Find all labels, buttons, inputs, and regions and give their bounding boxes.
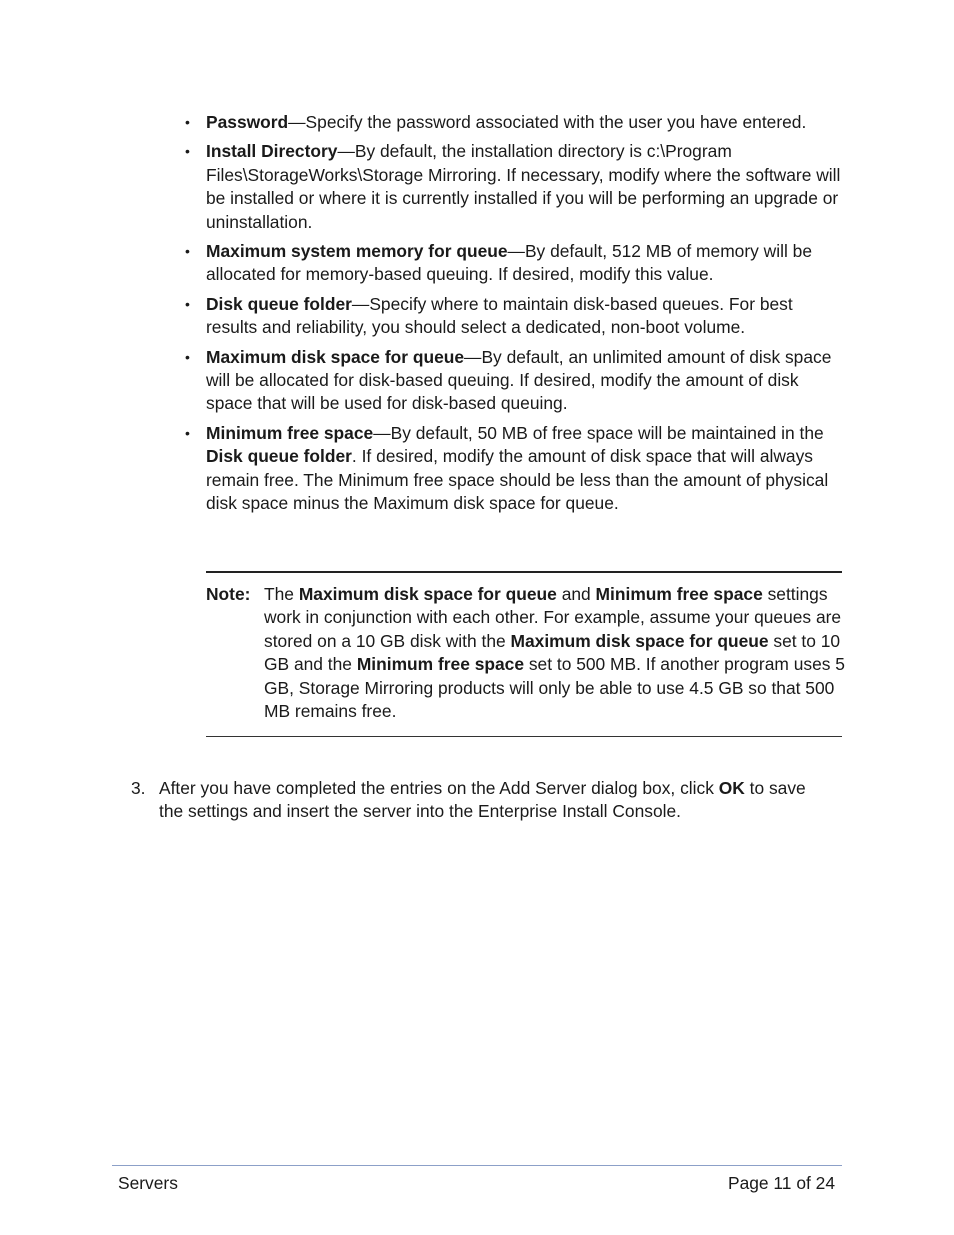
- step-text-part: After you have completed the entries on the Add Server dialog box, click: [159, 778, 719, 798]
- bullet-icon: •: [185, 143, 190, 160]
- bullet-icon: •: [185, 295, 190, 312]
- note-block: [206, 583, 846, 723]
- item-text: —By default, the installation directory is c:\Program Files\StorageWorks\Storage Mirroring. If necessary, modify where the software will be installed or where it is currently installed if you will be performing an upgrade or uninstallation.: [206, 141, 841, 232]
- item-text: —By default, 512 MB of memory will be allocated for memory-based queuing. If desired, modify this value.: [206, 241, 813, 285]
- list-item: [185, 140, 846, 234]
- bullet-icon: •: [185, 114, 190, 130]
- bullet-list: [185, 111, 846, 522]
- item-text: . If desired, modify the amount of disk space that will always remain free. The Minimum free space should be less than the amount of physical disk space minus the Maximum disk space for queue.: [206, 446, 829, 514]
- footer-page-number: Page 11 of 24: [727, 1173, 835, 1193]
- note-text: set to 10 GB and the: [264, 630, 841, 675]
- item-term: Install Directory: [206, 141, 338, 162]
- note-text: set to 500 MB. If another program uses 5 GB, Storage Mirroring products will only be able to use 4.5 GB so that 500 MB remains free.: [264, 654, 845, 722]
- item-text: —Specify where to maintain disk-based queues. For best results and reliability, you should select a dedicated, non-boot volume.: [206, 293, 793, 338]
- item-term-inline: Disk queue folder: [206, 446, 352, 467]
- list-item: [185, 346, 846, 416]
- bullet-icon: •: [185, 243, 190, 260]
- note-term: Minimum free space: [595, 584, 763, 604]
- item-text: —Specify the password associated with the user you have entered.: [288, 112, 807, 132]
- note-text: The: [264, 584, 299, 604]
- step-term: OK: [718, 778, 745, 798]
- bullet-icon: •: [185, 348, 190, 365]
- bullet-icon: •: [185, 424, 190, 441]
- item-term: Password: [206, 112, 289, 132]
- item-term: Minimum free space: [206, 422, 374, 443]
- note-text: and: [556, 584, 596, 604]
- list-item: [185, 240, 846, 287]
- item-text: —By default, an unlimited amount of disk space will be allocated for disk-based queuing. If desired, modify the amount of disk space that will be used for disk-based queuing.: [206, 346, 832, 414]
- note-label: Note:: [206, 584, 251, 604]
- step-3: [131, 777, 831, 824]
- footer-rule: [112, 1165, 842, 1166]
- note-term: Maximum disk space for queue: [510, 630, 769, 651]
- note-bottom-rule: [206, 736, 842, 737]
- item-term: Disk queue folder: [206, 293, 352, 314]
- list-item: [185, 422, 846, 516]
- list-item: [185, 111, 846, 134]
- note-top-rule: [206, 571, 842, 573]
- item-text: —By default, 50 MB of free space will be maintained in the: [373, 422, 824, 443]
- note-text: settings work in conjunction with each other. For example, assume your queues are stored on a 10 GB disk with the: [264, 584, 842, 651]
- list-item: [185, 293, 846, 340]
- footer-section-name: Servers: [118, 1173, 178, 1193]
- item-term: Maximum system memory for queue: [206, 241, 508, 262]
- step-number: 3.: [131, 778, 146, 798]
- item-term: Maximum disk space for queue: [206, 346, 465, 367]
- note-body: [264, 583, 846, 723]
- step-text-part: to save the settings and insert the server into the Enterprise Install Console.: [159, 778, 806, 822]
- note-term: Maximum disk space for queue: [298, 584, 557, 604]
- note-term: Minimum free space: [356, 654, 525, 675]
- step-text: [159, 777, 831, 824]
